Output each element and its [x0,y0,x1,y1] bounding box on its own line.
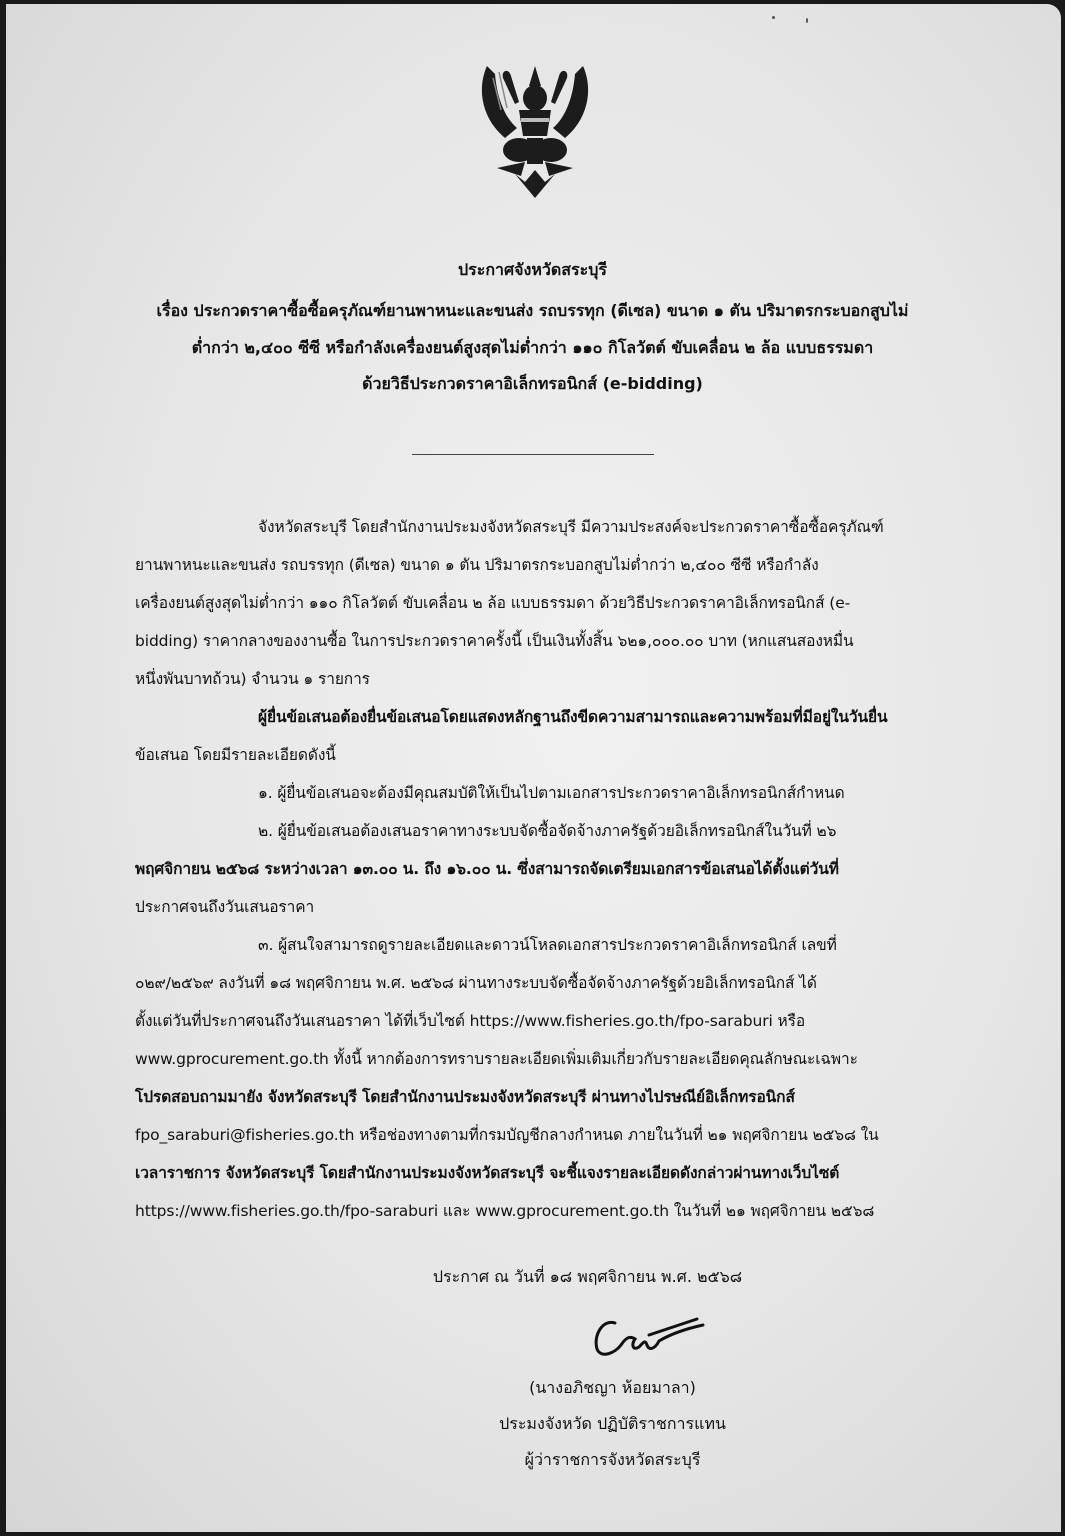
issuer-title: ประกาศจังหวัดสระบุรี [458,260,607,279]
body-line: bidding) ราคากลางของงานซื้อ ในการประกวดราคาครั้งนี้ เป็นเงินทั้งสิ้น ๖๒๑,๐๐๐.๐๐ บาท (หกแสนสองหมื่น [135,632,854,650]
garuda-emblem-icon [475,58,595,208]
signatory-name: (นางอภิชญา ห้อยมาลา) [529,1378,696,1397]
body-line: เวลาราชการ จังหวัดสระบุรี โดยสำนักงานประมงจังหวัดสระบุรี จะชี้แจงรายละเอียดดังกล่าวผ่านทางเว็บไซต์ [135,1164,840,1182]
body-line: ยานพาหนะและขนส่ง รถบรรทุก (ดีเซล) ขนาด ๑ ตัน ปริมาตรกระบอกสูบไม่ต่ำกว่า ๒,๔๐๐ ซีซี หรือกำลัง [135,556,819,574]
body-line: เครื่องยนต์สูงสุดไม่ต่ำกว่า ๑๑๐ กิโลวัตต์ ขับเคลื่อน ๒ ล้อ แบบธรรมดา ด้วยวิธีประกวดราคาอิเล็กทรอนิกส์ (e- [135,594,851,612]
list-item-2: ๒. ผู้ยื่นข้อเสนอต้องเสนอราคาทางระบบจัดซื้อจัดจ้างภาครัฐด้วยอิเล็กทรอนิกส์ในวันที่ ๒๖ [258,822,837,840]
list-item-1: ๑. ผู้ยื่นข้อเสนอจะต้องมีคุณสมบัติให้เป็นไปตามเอกสารประกวดราคาอิเล็กทรอนิกส์กำหนด [258,784,845,802]
body-line: ๐๒๙/๒๕๖๙ ลงวันที่ ๑๘ พฤศจิกายน พ.ศ. ๒๕๖๘ ผ่านทางระบบจัดซื้อจัดจ้างภาครัฐด้วยอิเล็กทรอนิกส์ ได้ [135,974,817,992]
body-line: ผู้ยื่นข้อเสนอต้องยื่นข้อเสนอโดยแสดงหลักฐานถึงขีดความสามารถและความพร้อมที่มีอยู่ในวันยื่น [258,708,888,726]
subject-line-3: ด้วยวิธีประกวดราคาอิเล็กทรอนิกส์ (e-bidding) [362,374,703,393]
body-line: หนึ่งพันบาทถ้วน) จำนวน ๑ รายการ [135,670,370,688]
body-line: fpo_saraburi@fisheries.go.th หรือช่องทางตามที่กรมบัญชีกลางกำหนด ภายในวันที่ ๒๑ พฤศจิกายน ๒๕๖๘ ใน [135,1126,879,1144]
scan-speck [806,18,808,23]
body-line: จังหวัดสระบุรี โดยสำนักงานประมงจังหวัดสระบุรี มีความประสงค์จะประกวดราคาซื้อซื้อครุภัณฑ์ [258,518,884,536]
subject-line-1: เรื่อง ประกวดราคาซื้อซื้อครุภัณฑ์ยานพาหนะและขนส่ง รถบรรทุก (ดีเซล) ขนาด ๑ ตัน ปริมาตรกระบอกสูบไม่ [156,301,909,320]
subject-line-2: ต่ำกว่า ๒,๔๐๐ ซีซี หรือกำลังเครื่องยนต์สูงสุดไม่ต่ำกว่า ๑๑๐ กิโลวัตต์ ขับเคลื่อน ๒ ล้อ แบบธรรมดา [191,338,874,357]
body-line: โปรดสอบถามมายัง จังหวัดสระบุรี โดยสำนักงานประมงจังหวัดสระบุรี ผ่านทางไปรษณีย์อิเล็กทรอนิกส์ [135,1088,795,1106]
body-line: พฤศจิกายน ๒๕๖๘ ระหว่างเวลา ๑๓.๐๐ น. ถึง ๑๖.๐๐ น. ซึ่งสามารถจัดเตรียมเอกสารข้อเสนอได้ตั้งแต่วันที่ [135,860,839,878]
body-line: ประกาศจนถึงวันเสนอราคา [135,898,315,916]
list-item-3: ๓. ผู้สนใจสามารถดูรายละเอียดและดาวน์โหลดเอกสารประกวดราคาอิเล็กทรอนิกส์ เลขที่ [258,936,837,954]
signatory-on-behalf: ผู้ว่าราชการจังหวัดสระบุรี [524,1450,701,1469]
body-line: www.gprocurement.go.th ทั้งนี้ หากต้องการทราบรายละเอียดเพิ่มเติมเกี่ยวกับรายละเอียดคุณลักษณะเฉพาะ [135,1050,858,1068]
document-page [6,4,1061,1532]
announcement-date: ประกาศ ณ วันที่ ๑๘ พฤศจิกายน พ.ศ. ๒๕๖๘ [432,1267,743,1286]
divider-line [412,454,654,455]
scan-speck [772,16,775,19]
body-line: ข้อเสนอ โดยมีรายละเอียดดังนี้ [135,746,336,764]
signatory-position: ประมงจังหวัด ปฏิบัติราชการแทน [499,1414,726,1433]
body-line: https://www.fisheries.go.th/fpo-saraburi และ www.gprocurement.go.th ในวันที่ ๒๑ พฤศจิกายน ๒๕๖๘ [135,1202,875,1220]
body-line: ตั้งแต่วันที่ประกาศจนถึงวันเสนอราคา ได้ที่เว็บไซต์ https://www.fisheries.go.th/fpo-saraburi หรือ [135,1012,806,1030]
signature-icon [585,1305,705,1365]
